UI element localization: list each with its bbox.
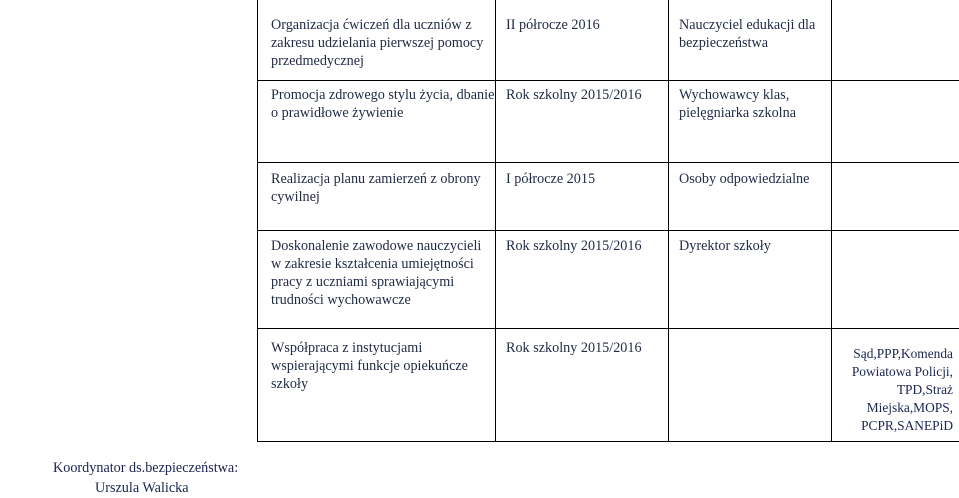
responsible-text: Dyrektor szkoły — [669, 231, 831, 255]
table-row — [258, 80, 959, 162]
term-cell — [496, 0, 669, 80]
task-cell — [258, 0, 496, 80]
activity-table — [257, 0, 959, 442]
partners-cell — [832, 0, 959, 80]
partners-text — [832, 163, 959, 170]
term-text: Rok szkolny 2015/2016 — [496, 231, 668, 255]
task-text: Współpraca z instytucjami wspierającymi funkcje opiekuńcze szkoły — [258, 329, 495, 393]
term-cell — [496, 328, 669, 441]
task-text: Promocja zdrowego stylu życia, dbanie o prawidłowe żywienie — [258, 81, 495, 122]
coordinator-name: Urszula Walicka — [53, 478, 238, 498]
responsible-text: Wychowawcy klas, pielęgniarka szkolna — [669, 81, 831, 122]
partners-cell — [832, 230, 959, 328]
responsible-cell — [669, 328, 832, 441]
partners-text: Sąd,PPP,Komenda Powiatowa Policji, TPD,Straż Miejska,MOPS, PCPR,SANEPiD — [832, 329, 959, 435]
task-cell — [258, 80, 496, 162]
responsible-text: Osoby odpowiedzialne — [669, 163, 831, 188]
task-cell — [258, 162, 496, 230]
task-text: Organizacja ćwiczeń dla uczniów z zakresu udzielania pierwszej pomocy przedmedycznej — [258, 0, 495, 70]
partners-cell — [832, 328, 959, 441]
term-text: I półrocze 2015 — [496, 163, 668, 188]
responsible-cell — [669, 162, 832, 230]
activity-table-container — [257, 0, 959, 441]
task-cell — [258, 230, 496, 328]
partners-cell — [832, 80, 959, 162]
table-row — [258, 328, 959, 441]
coordinator-signature — [53, 458, 238, 498]
term-cell — [496, 80, 669, 162]
partners-cell — [832, 162, 959, 230]
table-row — [258, 0, 959, 80]
term-text: Rok szkolny 2015/2016 — [496, 329, 668, 357]
table-row — [258, 162, 959, 230]
partners-text — [832, 0, 959, 16]
table-row — [258, 230, 959, 328]
task-text: Doskonalenie zawodowe nauczycieli w zakresie kształcenia umiejętności pracy z uczniami sprawiającymi trudności wychowawcze — [258, 231, 495, 309]
coordinator-role: Koordynator ds.bezpieczeństwa: — [53, 458, 238, 478]
term-cell — [496, 162, 669, 230]
partners-text — [832, 81, 959, 86]
responsible-text — [669, 329, 831, 339]
responsible-cell — [669, 230, 832, 328]
responsible-cell — [669, 80, 832, 162]
term-cell — [496, 230, 669, 328]
responsible-cell — [669, 0, 832, 80]
task-text: Realizacja planu zamierzeń z obrony cywilnej — [258, 163, 495, 206]
task-cell — [258, 328, 496, 441]
term-text: Rok szkolny 2015/2016 — [496, 81, 668, 104]
partners-text — [832, 231, 959, 237]
term-text: II półrocze 2016 — [496, 0, 668, 34]
responsible-text: Nauczyciel edukacji dla bezpieczeństwa — [669, 0, 831, 52]
